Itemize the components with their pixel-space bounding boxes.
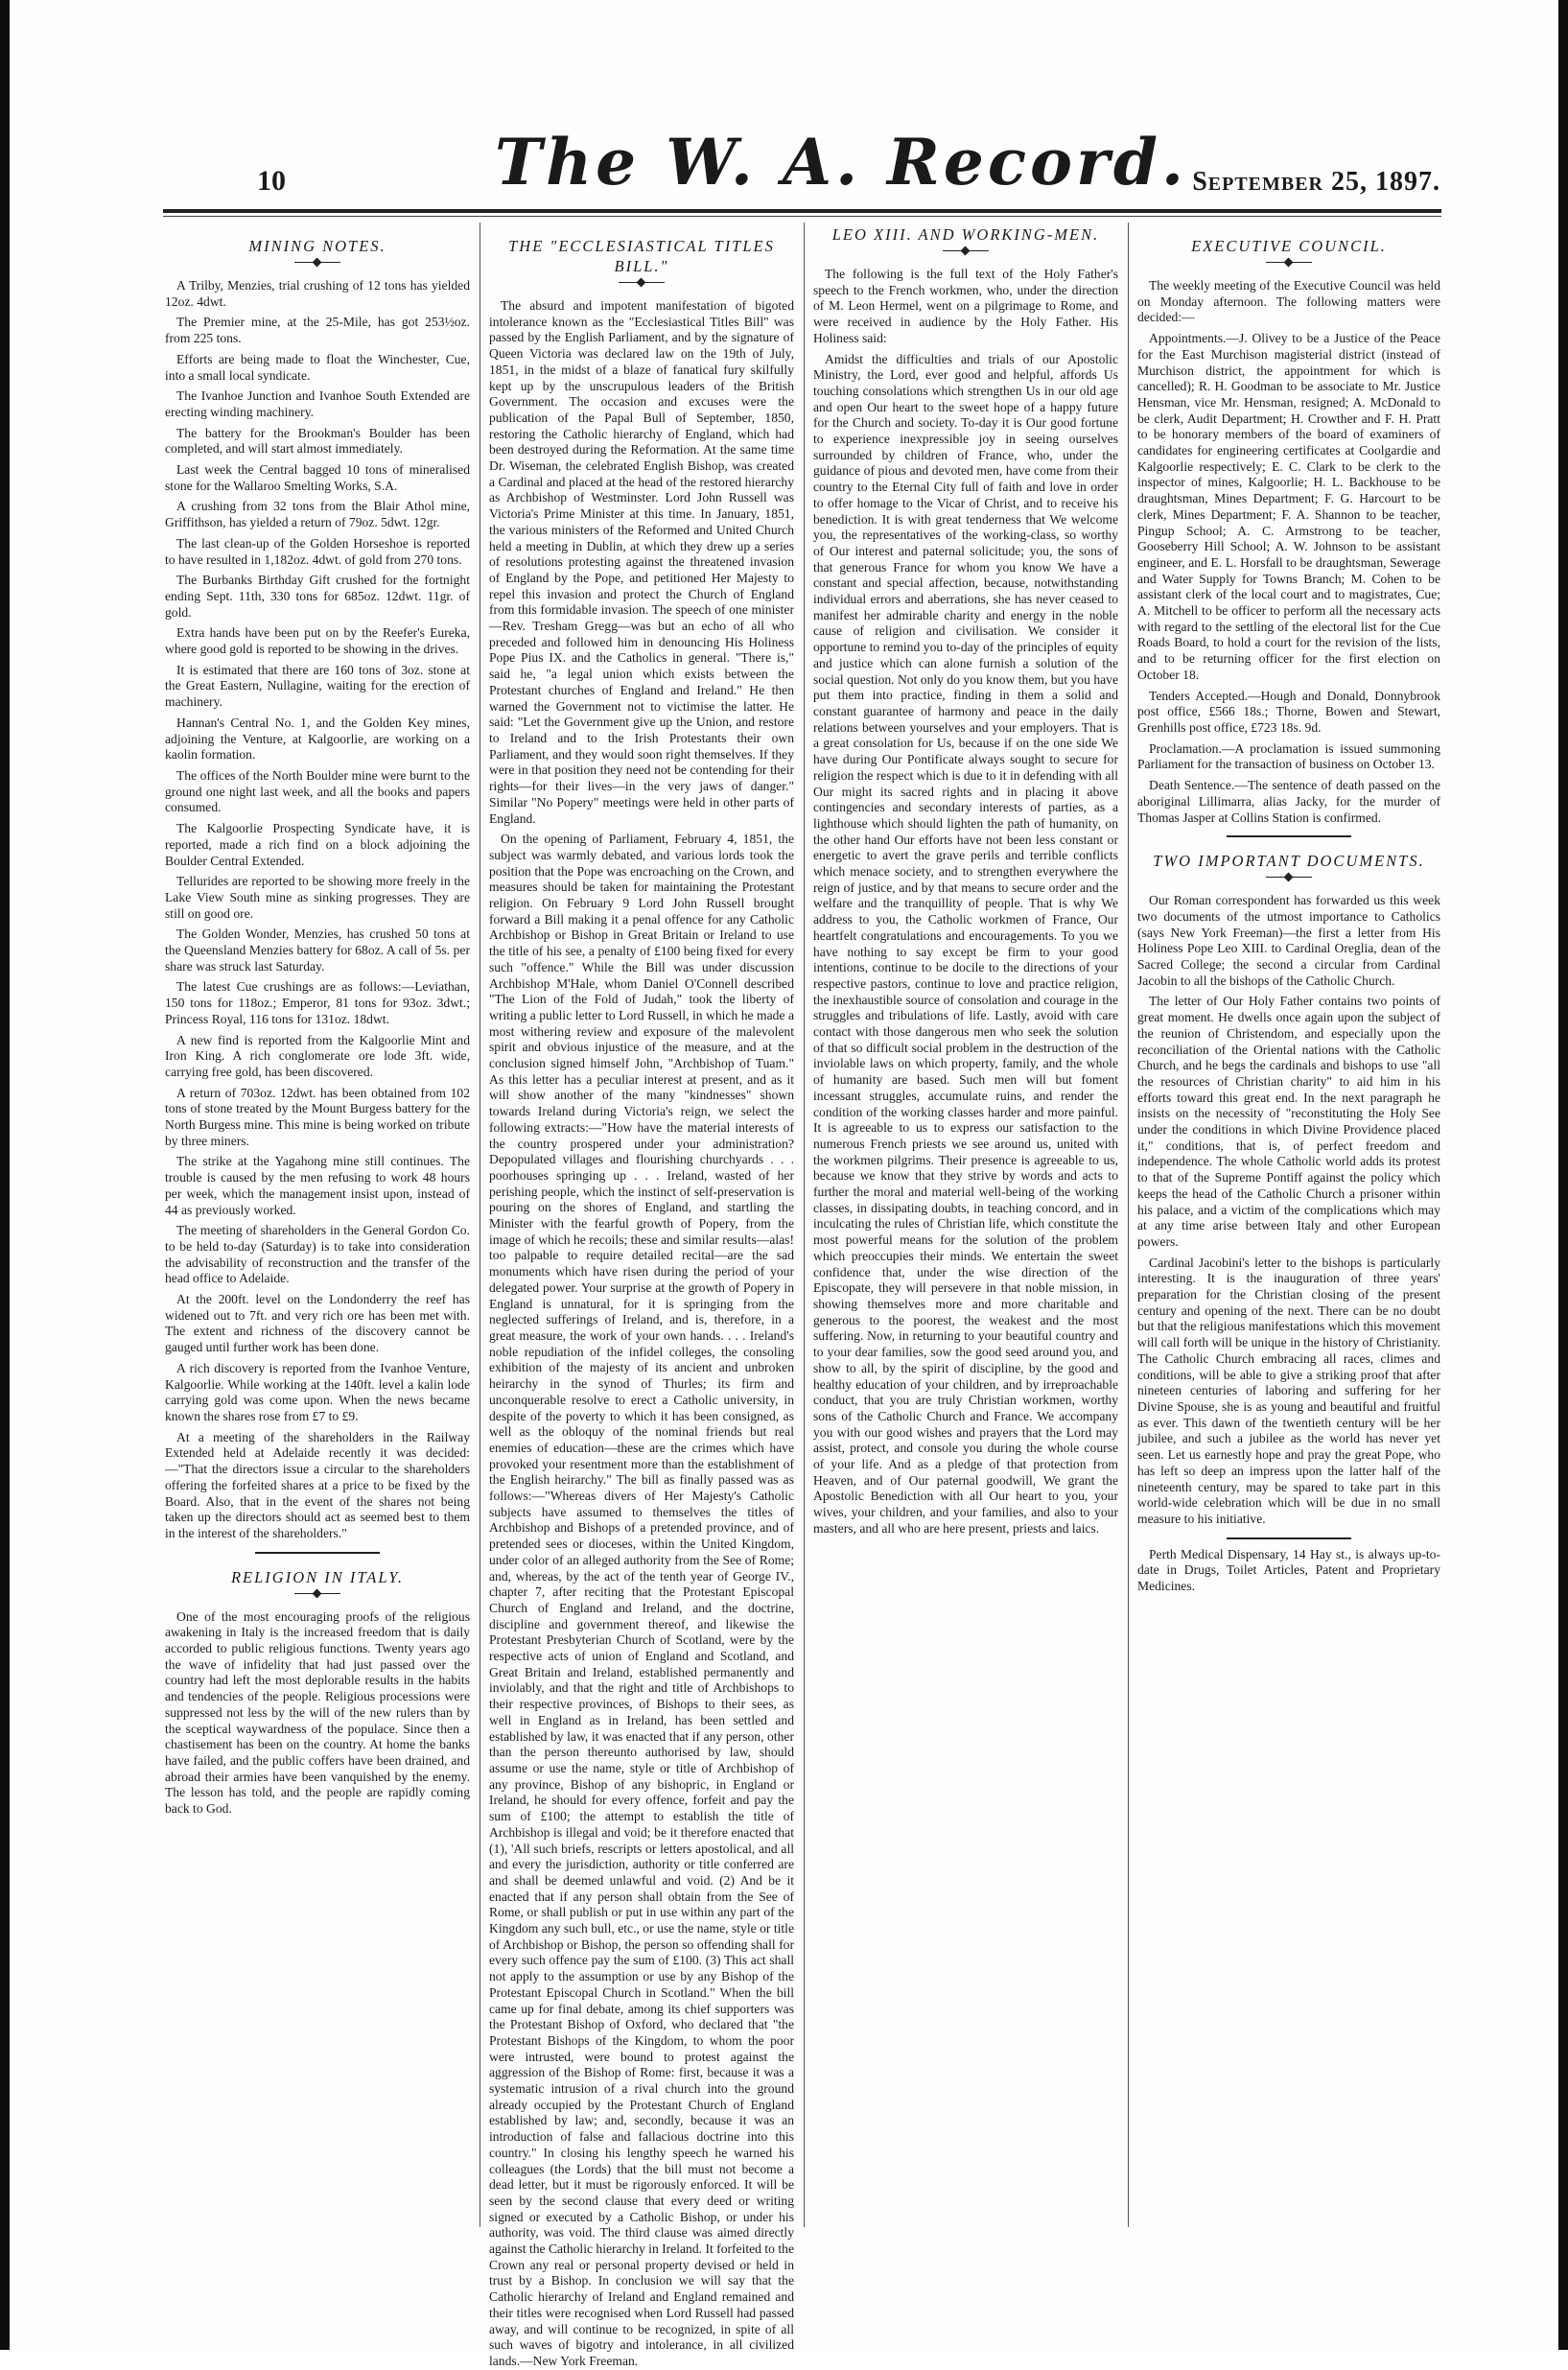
article-paragraph: Cardinal Jacobini's letter to the bishops is particularly interesting. It is the inauguration of three years' preparation for the Christian closing of the present century and opening of the next. There can be no doubt but that the religious manifestations which this movement will call forth will be unique in the history of Christianity. The Catholic Church embracing all races, climes and conditions, will be able to give a striking proof that after nineteen centuries of laboring and suffering for her Divine Spouse, she is as young and beautiful and fruitful as ever. This dawn of the twentieth century will be her jubilee, and such a jubilee as the world has never yet seen. Let us earnestly hope and pray the great Pope, who has left so deep an impress upon the latter half of the nineteenth century, may be spared to take part in this world-wide celebration which will be due in no small measure to his initiative. [1137, 1255, 1440, 1526]
ornament-rule [294, 262, 340, 263]
news-item: It is estimated that there are 160 tons of 3oz. stone at the Great Eastern, Nullagine, waiting for the erection of machinery. [165, 662, 470, 710]
titles-bill-heading: THE "ECCLESIASTICAL TITLES BILL." [508, 237, 775, 275]
article-paragraph: The following is the full text of the Holy Father's speech to the French workmen, who, under the direction of M. Leon Hermel, went on a pilgrimage to Rome, and were received in audience by the Holy Father. His Holiness said: [813, 267, 1118, 345]
news-item: At a meeting of the shareholders in the Railway Extended held at Adelaide recently it was decided:—"That the directors issue a circular to the shareholders offering the forfeited shares at a price to be fixed by the Board. Also, that in the event of the shares not being taken up the directors should act as seemed best to them in the interest of the shareholders." [165, 1429, 470, 1540]
article-paragraph: Amidst the difficulties and trials of our Apostolic Ministry, the Lord, ever good and helpful, affords Us touching consolations which strengthen Us in our old age and open Our heart to the sweet hope of a happy future for the Church and society. To-day it is Our good fortune to experience inexpressible joy in seeing ourselves surrounded by children of France, who, under the guidance of pious and devoted men, have come from their country to the Eternal City full of faith and love in order to offer homage to the Vicar of Christ, and to receive his benediction. It is with great tenderness that We welcome you, the representatives of the working-class, so worthy of Our interest and paternal solicitude; you, the sons of that generous France for whom you know We have a constant and special affection, because, notwithstanding individual errors and aberrations, she has never ceased to manifest her admirable charity and energy in the noble cause of religion and civilisation. We consider it opportune to remind you to-day of the principles of equity and justice which can alone furnish a solution of the social question. Not only do you know them, but you have put them into practice, finding in them a solid and constant guarantee of harmony and peace in the daily relations between yourselves and your employers. That is a great consolation for Us, because if on the one side We have during Our Pontificate always sought to secure for religion the respect which is due to it in defending with all Our might its sacred rights and in placing it above contingencies and secondary interests of parties, as a lighthouse which should lighten the path of humanity, on the other hand Our efforts have not been less constant or energetic to avert the grave perils and terrible conflicts which menace society, and to strengthen everywhere the reign of justice, and by that means to secure order and the welfare and the tranquillity of people. That is why We address to you, the Catholic workmen of France, Our heartfelt congratulations and encouragements. To you we have nothing to say except be firm to your good intentions, continue to be docile to the directions of your respective pastors, continue to love and practice religion, the inexhaustible source of consolation and courage in the struggles and tribulations of life. Lastly, avoid with care contact with those dangerous men who seek the solution of that so difficult social problem in the destruction of the inviolable laws on which property, family, and the whole of humanity are based. Such men will but foment incessant struggles, accumulate ruins, and render the condition of the working classes harder and more painful. It is agreeable to us to express our satisfaction to the numerous French priests we see around us, united with the workmen pilgrims. Their presence is agreeable to us, because we know that they strive by words and acts to further the moral and material well-being of the working classes, in dissipating doubts, in teaching concord, and in inculcating the rules of Christian life, which constitute the most powerful means for the solution of the problem which preoccupies their minds. We entertain the sweet confidence that, under the wise direction of the Episcopate, they will persevere in that noble mission, in showing themselves more and more charitable and generous to the poorest, the weakest and the most suffering. Now, in returning to your beautiful country and to your dear families, sow the good seed around you, and show to all, by the spirit of discipline, by the good and healthy education of your children, and by irreproachable conduct, that you are truly Christian workmen, worthy sons of the Catholic Church and France. We accompany you with our good wishes and prayers that the Lord may assist, protect, and console you during the whole course of your life. And as a pledge of that protection from Heaven, and of Our paternal goodwill, We grant the Apostolic Benediction with all Our heart to you, your wives, your children, and your families, and also to your masters, and all who are here present, priests and laics. [813, 351, 1118, 1536]
news-item: A Trilby, Menzies, trial crushing of 12 tons has yielded 12oz. 4dwt. [165, 278, 470, 309]
news-item: A new find is reported from the Kalgoorlie Mint and Iron King. A rich conglomerate ore lode 3ft. wide, carrying free gold, has been discovered. [165, 1032, 470, 1079]
section-rule [1227, 835, 1351, 837]
news-item: The offices of the North Boulder mine were burnt to the ground one night last week, and all the books and papers consumed. [165, 767, 470, 815]
article-paragraph: Our Roman correspondent has forwarded us this week two documents of the utmost importance to Catholics (says New York Freeman)—the first a letter from His Holiness Pope Leo XIII. to Cardinal Oreglia, dean of the Sacred College; the second a circular from Cardinal Jacobin to all the bishops of the Catholic Church. [1137, 893, 1440, 988]
news-item: A return of 703oz. 12dwt. has been obtained from 102 tons of stone treated by the Mount Burgess battery for the North Burgess mine. This mine is being worked on tribute by three miners. [165, 1085, 470, 1148]
article-paragraph: Tenders Accepted.—Hough and Donald, Donnybrook post office, £566 18s.; Thorne, Bowen and Stewart, Grenhills post office, £723 18s. 9d. [1137, 688, 1440, 735]
column-4 [1137, 223, 1440, 2227]
news-item: The strike at the Yagahong mine still continues. The trouble is caused by the men refusing to work 48 hours per week, which the management insist upon, instead of 44 as previously worked. [165, 1154, 470, 1217]
scan-border-left [0, 0, 10, 2350]
article-paragraph: The letter of Our Holy Father contains two points of great moment. He dwells once again upon the subject of the reunion of Christendom, and especially upon the reconciliation of the Oriental nations with the Catholic Church, and he begs the cardinals and bishops to use "all the resources of Christian charity" to aid him in his efforts toward this great end. In the next paragraph he insists on the necessity of "reconstituting the Holy See under the conditions in which Divine Providence placed it," conditions, that is, of perfect freedom and independence. The whole Catholic world adds its protest to that of the Supreme Pontiff against the policy which keeps the head of the Catholic Church a prisoner within his palace, and a victim of the complications which may at any time arise between Italy and other European powers. [1137, 994, 1440, 1249]
news-item: Last week the Central bagged 10 tons of mineralised stone for the Wallaroo Smelting Works, S.A. [165, 462, 470, 493]
ornament-rule [943, 250, 989, 251]
news-item: The Kalgoorlie Prospecting Syndicate have, it is reported, made a rich find on a block adjoining the Boulder Central Extended. [165, 821, 470, 868]
masthead-rule-thin [163, 216, 1441, 217]
article-paragraph: Death Sentence.—The sentence of death passed on the aboriginal Lillimarra, alias Jacky, for the murder of Thomas Jasper at Collins Station is confirmed. [1137, 778, 1440, 825]
news-item: Hannan's Central No. 1, and the Golden Key mines, adjoining the Venture, at Kalgoorlie, are working on a kaolin formation. [165, 715, 470, 763]
issue-date: September 25, 1897. [1192, 167, 1440, 197]
news-item: At the 200ft. level on the Londonderry the reef has widened out to 7ft. and very rich ore has been met with. The extent and richness of the discovery cannot be gauged until further work has been done. [165, 1292, 470, 1355]
leo-xiii-heading: LEO XIII. AND WORKING-MEN. [831, 225, 1100, 244]
news-item: The latest Cue crushings are as follows:—Leviathan, 150 tons for 118oz.; Emperor, 81 tons for 93oz. 3dwt.; Princess Royal, 116 tons for 131oz. 18dwt. [165, 979, 470, 1026]
ornament-rule [294, 1593, 340, 1594]
news-item: Extra hands have been put on by the Reefer's Eureka, where good gold is reported to be showing in the drives. [165, 625, 470, 657]
news-item: The last clean-up of the Golden Horseshoe is reported to have resulted in 1,182oz. 4dwt. of gold from 270 tons. [165, 535, 470, 567]
news-item: The Burbanks Birthday Gift crushed for the fortnight ending Sept. 11th, 330 tons for 685oz. 12dwt. 11gr. of gold. [165, 573, 470, 620]
scan-border-right [1558, 0, 1568, 2350]
paper-title: The W. A. Record. [495, 125, 1187, 199]
columns [165, 223, 1440, 2368]
column-divider [804, 223, 805, 2227]
column-3 [813, 223, 1118, 2227]
article-paragraph: The weekly meeting of the Executive Council was held on Monday afternoon. The following matters were decided:— [1137, 278, 1440, 325]
ornament-rule [1266, 262, 1312, 263]
masthead-rule [163, 209, 1441, 213]
column-divider [1128, 223, 1129, 2227]
news-item: Efforts are being made to float the Winchester, Cue, into a small local syndicate. [165, 351, 470, 383]
two-documents-heading: TWO IMPORTANT DOCUMENTS. [1153, 852, 1425, 871]
article-paragraph: Appointments.—J. Olivey to be a Justice of the Peace for the East Murchison magisterial district (instead of Murchison district, the appointment for which is cancelled); R. H. Goodman to be associate to Mr. Justice Hensman, vice Mr. Hensman, resigned; A. McDonald to be clerk, Audit Department; H. Crowther and F. H. Pratt to be honorary members of the board of examiners of candidates for engineering certificates at Coolgardie and Kalgoorlie respectively; E. C. Clark to be clerk to the inspector of mines, Kalgoorlie; H. L. Backhouse to be draughtsman, Mines Department; F. G. Harcourt to be clerk, Mines Department; F. A. Shannon to be teacher, Pingup School; A. C. Armstrong to be teacher, Gooseberry Hill School; A. W. Johnson to be assistant engineer, and E. L. Horsfall to be draughtsman, Sewerage and Water Supply for Towns Branch; M. Cohen to be assistant clerk of the local court and to magistrates, Cue; A. Mitchell to be officer to perform all the necessary acts with regard to the settling of the electoral list for the Cue Roads Board, to hold a court for the revision of the lists, and to be returning officer for the first election on October 18. [1137, 331, 1440, 682]
news-item: The meeting of shareholders in the General Gordon Co. to be held to-day (Saturday) is to take into consideration the advisability of reconstruction and the transfer of the head office to Adelaide. [165, 1223, 470, 1286]
news-item: The battery for the Brookman's Boulder has been completed, and will start almost immediately. [165, 425, 470, 457]
article-paragraph: On the opening of Parliament, February 4, 1851, the subject was warmly debated, and various lords took the position that the Pope was encroaching on the Crown, and measures should be taken for maintaining the Protestant religion. On February 9 Lord John Russell brought forward a Bill making it a penal offence for any Catholic Archbishop or Bishop in Great Britain or Ireland to use the title of his see, a penalty of £100 being fixed for every such "offence." While the Bill was under discussion Archbishop M'Hale, whom Daniel O'Connell described "The Lion of the Fold of Judah," took the liberty of writing a public letter to Lord Russell, in which he made a most withering review and exposure of the malevolent spirit and obvious injustice of the measure, and at the conclusion signed himself John, "Archbishop of Tuam." As this letter has a peculiar interest at present, and as it will show another of the many "kindnesses" shown towards Ireland during Victoria's reign, we select the following extracts:—"How have the material interests of the country prospered under your administration? Depopulated villages and flourishing churchyards . . . poorhouses springing up . . . Ireland, wasted of her perishing people, which the instinct of self-preservation is pouring on the shores of England, and startling the Minister with the fearful growth of Popery, from the image of which he recoils; these and similar results—alas! too palpable to require detailed recital—are the sad monuments which have risen during the period of your delegated power. Your surprise at the growth of Popery in England is unnatural, for it is springing from the neglected sufferings of Ireland, and is, therefore, in a great measure, the work of your own hands. . . . Ireland's noble repudiation of the infidel colleges, the consoling exhibition of the majesty of its ancient and unbroken heirarchy in the synod of Thurles; its firm and unconquerable resolve to erect a Catholic university, in despite of the poverty to which it has been consigned, as well as the obloquy of the nominal friends but real enemies of education—these are the crimes which have provoked your resentment more than the establishment of the English heirarchy." The bill as finally passed was as follows:—"Whereas divers of Her Majesty's Catholic subjects have assumed to themselves the titles of Archbishop and Bishops of a pretended province, and of pretended sees or dioceses, within the United Kingdom, under color of an alleged authority from the See of Rome; and, whereas, by the act of the tenth year of George IV., chapter 7, after reciting that the Protestant Episcopal Church of England and Ireland, and the doctrine, discipline and government thereof, and likewise the Protestant Presbyterian Church of Scotland, were by the respective acts of union of England and Scotland, and Great Britain and Ireland, established permanently and inviolably, and that the right and title of Archbishops to their respective provinces, of Bishops to their sees, as well in England as in Ireland, has been settled and established by law, it was enacted that if any person, other than the person thereunto authorised by law, should assume or use the name, style or title of Archbishop of any province, Bishop of any bishopric, in England or Ireland, he should for every offence, forfeit and pay the sum of £100; the attempt to establish the title of Archbishop is illegal and void; be it therefore enacted that (1), 'All such briefs, rescripts or letters apostolical, and all and every the jurisdiction, authority or title conferred are and shall be deemed unlawful and void. (2) And be it enacted that if any person shall obtain from the See of Rome, or shall publish or put in use within any part of the Kingdom any such bull, etc., or use the name, style or title of Archbishop or Bishop, the person so offending shall for every such offence pay the sum of £100. (3) This act shall not apply to the assumption or use by any Bishop of the Protestant Episcopal Church in Scotland." When the bill came up for final debate, among its chief supporters was the Protestant Bishop of Oxford, who declared that "the Protestant Bishops of the Kingdom, to whom the poor were intrusted, were bound to protest against the aggression of the Bishop of Rome: first, because it was a systematic intrusion of a rival church into the ground already occupied by the Protestant Church of England established by law; and, secondly, because it was an introduction of false and fallacious doctrine into this country." In closing his lengthy speech he warned his colleagues (the Lords) that the bill must not become a dead letter, but it must be rigorously enforced. It will be seen by the second clause that every deed or writing signed or executed by a Catholic Bishop, or under his authority, was void. The third clause was aimed directly against the Catholic hierarchy in Ireland. It forfeited to the Crown any real or personal property devised or held in trust by a Bishop. In conclusion we will say that the Catholic hierarchy of Ireland and England remained and their titles were recognised when Lord Russell had passed away, and will continue to be recognized, in spite of all such waves of bigotry and intolerance, in all civilized lands.—New York Freeman. [489, 832, 794, 2368]
religion-italy-heading: RELIGION IN ITALY. [230, 1567, 405, 1586]
news-item: The Ivanhoe Junction and Ivanhoe South Extended are erecting winding machinery. [165, 388, 470, 419]
section-rule [255, 1552, 380, 1554]
news-item: The Premier mine, at the 25-Mile, has got 253½oz. from 225 tons. [165, 315, 470, 346]
news-item: A rich discovery is reported from the Ivanhoe Venture, Kalgoorlie. While working at the 140ft. level a kalin lode carrying gold was come upon. When the news became known the shares rose from £7 to £9. [165, 1360, 470, 1423]
ornament-rule [619, 282, 665, 283]
page-number: 10 [257, 165, 286, 197]
news-item: The Golden Wonder, Menzies, has crushed 50 tons at the Queensland Menzies battery for 68oz. A call of 5s. per share was struck last Saturday. [165, 927, 470, 974]
advertisement: Perth Medical Dispensary, 14 Hay st., is always up-to-date in Drugs, Toilet Articles, Patent and Proprietary Medicines. [1137, 1546, 1440, 1594]
mining-notes-list [165, 278, 470, 1542]
column-1 [165, 223, 470, 2227]
article-paragraph: Proclamation.—A proclamation is issued summoning Parliament for the transaction of business on October 13. [1137, 740, 1440, 772]
executive-council-heading: EXECUTIVE COUNCIL. [1191, 237, 1387, 255]
article-paragraph: One of the most encouraging proofs of the religious awakening in Italy is the increased freedom that is daily accorded to public religious functions. Twenty years ago the wave of infidelity that had just passed over the country had left the most deplorable results in the habits and tendencies of the people. Religious processions were suppressed not less by the will of the new rulers than by the sceptical waywardness of the populace. Since then a chastisement has been on the country. At home the banks have failed, and the public coffers have been drained, and abroad their armies have been vanquished by the enemy. The lesson has told, and the people are rapidly coming back to God. [165, 1608, 470, 1817]
masthead [222, 125, 1460, 211]
column-2 [489, 223, 794, 2368]
news-item: Tellurides are reported to be showing more freely in the Lake View South mine as sinking progresses. They are still on good ore. [165, 874, 470, 921]
mining-notes-heading: MINING NOTES. [248, 237, 386, 255]
section-rule [1227, 1537, 1351, 1539]
news-item: A crushing from 32 tons from the Blair Athol mine, Griffithson, has yielded a return of 79oz. 5dwt. 12gr. [165, 499, 470, 530]
article-paragraph: The absurd and impotent manifestation of bigoted intolerance known as the "Ecclesiastical Titles Bill" was passed by the English Parliament, and by the signature of Queen Victoria was declared law on the 19th of July, 1851, in the midst of a blaze of fanatical fury skilfully kept up by the unscrupulous leaders of the British Government. The occasion and excuses were the publication of the Papal Bull of September, 1850, restoring the Catholic hierarchy of England, which had been destroyed during the Reformation. At the same time Dr. Wiseman, the celebrated English Bishop, was created a Cardinal and placed at the head of the restored hierarchy as Archbishop of Westminster. Lord John Russell was Victoria's Prime Minister at this time. In January, 1851, the various ministers of the Reformed and United Church held a meeting in Dublin, at which they drew up a series of resolutions protesting against the threatened invasion of England by the Pope, and petitioned Her Majesty to repel this invasion and protect the Church of England from this formidable invasion. The speech of one minister—Rev. Tresham Gregg—was but an echo of all who preceded and followed him in denouncing His Holiness Pope Pius IX. and the Catholics in general. "There is," said he, "a legal union which exists between the Protestant churches of England and Ireland." He then warned the Government not to victimise the latter. He said: "Let the Government give up the Union, and restore to Ireland and to the Irish Protestants their own Parliament, and they would soon right themselves. If they were in that position they need not be contending for their rights—for their lives—in the very jaws of danger." Similar "No Popery" meetings were held in other parts of England. [489, 298, 794, 826]
ornament-rule [1266, 877, 1312, 878]
